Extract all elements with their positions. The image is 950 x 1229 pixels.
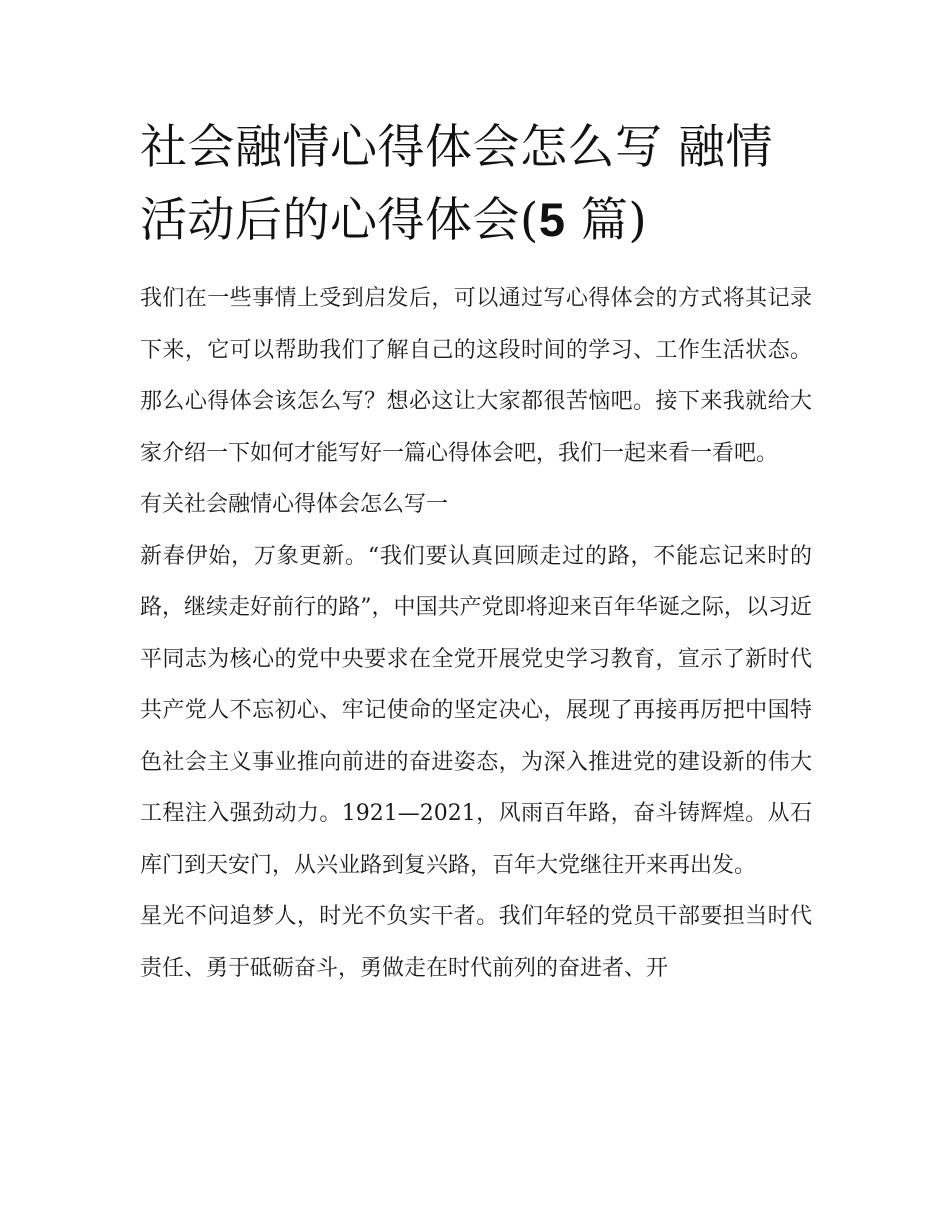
body-paragraph: 星光不问追梦人，时光不负实干者。我们年轻的党员干部要担当时代责任、勇于砥砺奋斗，勇做走在时代前列的奋进者、开 [140,904,812,981]
body-paragraph: 新春伊始，万象更新。“我们要认真回顾走过的路，不能忘记来时的路，继续走好前行的路”，中国共产党即将迎来百年华诞之际，以习近平同志为核心的党中央要求在全党开展党史学习教育，宣示了新时代共产党人不忘初心、牢记使命的坚定决心，展现了再接再厉把中国特色社会主义事业推向前进的奋进姿态，为深入推进党的建设新的伟大工程注入强劲动力。1921—2021，风雨百年路，奋斗铸辉煌。从石库门到天安门，从兴业路到复兴路，百年大党继往开来再出发。 [140,543,812,878]
document-content [140,112,812,994]
document-body [140,273,812,994]
section-heading: 有关社会融情心得体会怎么写一 [140,492,449,517]
document-title [140,112,812,257]
title-number: 5 [538,193,566,246]
intro-paragraph: 我们在一些事情上受到启发后，可以通过写心得体会的方式将其记录下来，它可以帮助我们了解自己的这段时间的学习、工作生活状态。那么心得体会该怎么写？想必这让大家都很苦恼吧。接下来我就给大家介绍一下如何才能写好一篇心得体会吧，我们一起来看一看吧。 [140,286,812,466]
title-text-part1: 社会融情心得体会怎么写 融情活动后的心得体会( [140,120,773,248]
title-text-part2: 篇) [565,193,648,248]
